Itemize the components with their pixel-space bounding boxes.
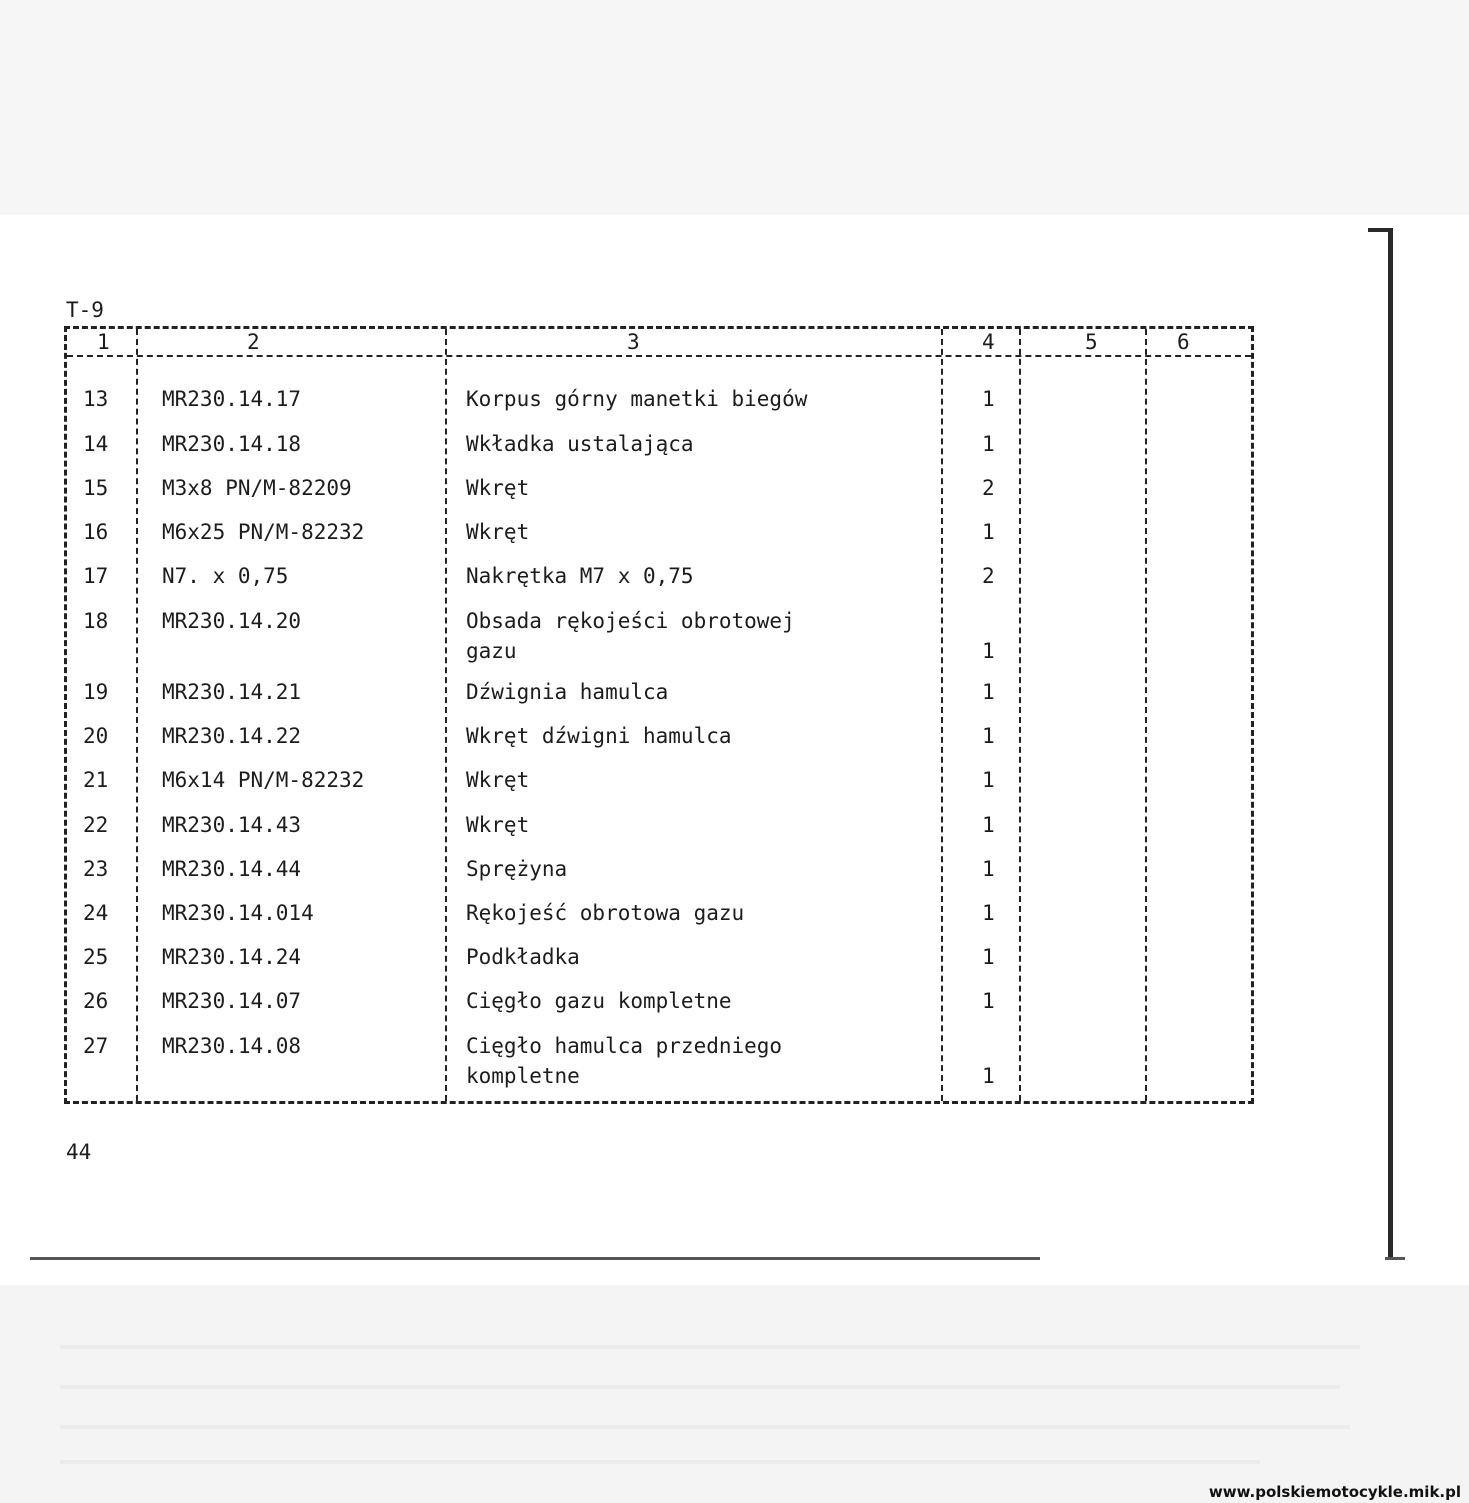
part-name: Wkręt <box>466 476 530 500</box>
part-code: MR230.14.22 <box>162 724 302 748</box>
quantity: 1 <box>982 901 995 925</box>
column-header: 6 <box>1177 330 1190 354</box>
scan-top-margin <box>0 0 1469 215</box>
row-number: 16 <box>83 520 109 544</box>
part-name: Korpus górny manetki biegów <box>466 387 808 411</box>
part-code: MR230.14.07 <box>162 989 302 1013</box>
row-number: 15 <box>83 476 109 500</box>
row-number: 26 <box>83 989 109 1013</box>
quantity: 2 <box>982 476 995 500</box>
column-header: 1 <box>97 330 110 354</box>
part-name: gazu <box>466 639 517 663</box>
row-number: 22 <box>83 813 109 837</box>
quantity: 1 <box>982 387 995 411</box>
part-code: MR230.14.43 <box>162 813 302 837</box>
quantity: 2 <box>982 564 995 588</box>
part-name: Sprężyna <box>466 857 568 881</box>
part-code: MR230.14.014 <box>162 901 314 925</box>
quantity: 1 <box>982 813 995 837</box>
quantity: 1 <box>982 724 995 748</box>
part-name: Cięgło hamulca przedniego <box>466 1034 783 1058</box>
quantity: 1 <box>982 680 995 704</box>
part-code: MR230.14.44 <box>162 857 302 881</box>
row-number: 17 <box>83 564 109 588</box>
column-divider <box>1145 329 1147 1101</box>
part-code: MR230.14.17 <box>162 387 302 411</box>
header-divider <box>67 355 1251 357</box>
row-number: 20 <box>83 724 109 748</box>
column-header: 5 <box>1085 330 1098 354</box>
quantity: 1 <box>982 639 995 663</box>
column-header: 4 <box>982 330 995 354</box>
part-name: Podkładka <box>466 945 580 969</box>
row-number: 13 <box>83 387 109 411</box>
part-name: Obsada rękojeści obrotowej <box>466 609 795 633</box>
quantity: 1 <box>982 857 995 881</box>
row-number: 27 <box>83 1034 109 1058</box>
part-name: Rękojeść obrotowa gazu <box>466 901 745 925</box>
column-divider <box>136 329 138 1101</box>
part-name: Wkręt <box>466 813 530 837</box>
part-code: M6x14 PN/M-82232 <box>162 768 365 792</box>
part-name: Cięgło gazu kompletne <box>466 989 732 1013</box>
row-number: 19 <box>83 680 109 704</box>
part-code: M6x25 PN/M-82232 <box>162 520 365 544</box>
part-code: MR230.14.24 <box>162 945 302 969</box>
part-name: Wkręt dźwigni hamulca <box>466 724 732 748</box>
column-divider <box>941 329 943 1101</box>
quantity: 1 <box>982 989 995 1013</box>
row-number: 23 <box>83 857 109 881</box>
column-header: 2 <box>247 330 260 354</box>
column-header: 3 <box>627 330 640 354</box>
part-name: Wkręt <box>466 520 530 544</box>
quantity: 1 <box>982 1064 995 1088</box>
part-name: kompletne <box>466 1064 580 1088</box>
row-number: 18 <box>83 609 109 633</box>
part-name: Dźwignia hamulca <box>466 680 669 704</box>
page-edge-rule <box>1388 228 1393 1258</box>
part-code: MR230.14.20 <box>162 609 302 633</box>
part-code: N7. x 0,75 <box>162 564 289 588</box>
part-code: MR230.14.18 <box>162 432 302 456</box>
quantity: 1 <box>982 520 995 544</box>
parts-table <box>64 326 1254 1104</box>
part-code: M3x8 PN/M-82209 <box>162 476 352 500</box>
part-name: Nakrętka M7 x 0,75 <box>466 564 694 588</box>
row-number: 25 <box>83 945 109 969</box>
page-bottom-rule <box>30 1257 1040 1260</box>
quantity: 1 <box>982 768 995 792</box>
part-name: Wkładka ustalająca <box>466 432 694 456</box>
scan-bottom-margin <box>0 1285 1469 1503</box>
column-divider <box>1019 329 1021 1101</box>
table-id: T-9 <box>66 298 104 322</box>
page-edge-rule-cap <box>1368 228 1392 232</box>
part-code: MR230.14.08 <box>162 1034 302 1058</box>
row-number: 21 <box>83 768 109 792</box>
page-bottom-rule-right <box>1385 1257 1405 1260</box>
part-code: MR230.14.21 <box>162 680 302 704</box>
watermark: www.polskiemotocykle.mik.pl <box>1208 1483 1461 1501</box>
page-number: 44 <box>66 1140 92 1164</box>
part-name: Wkręt <box>466 768 530 792</box>
column-divider <box>445 329 447 1101</box>
row-number: 14 <box>83 432 109 456</box>
quantity: 1 <box>982 945 995 969</box>
row-number: 24 <box>83 901 109 925</box>
quantity: 1 <box>982 432 995 456</box>
